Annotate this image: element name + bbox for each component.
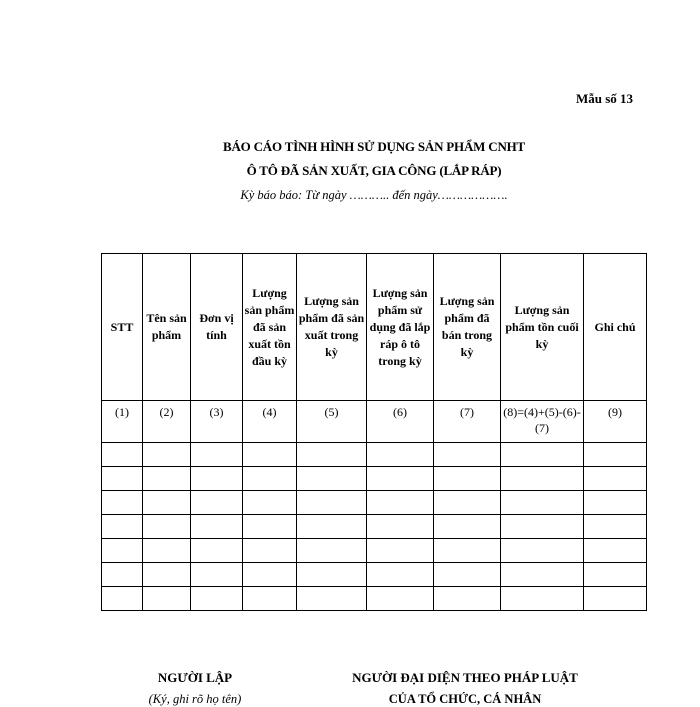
table-cell[interactable] [297,539,367,563]
header-cell: Lượng sản phẩm tồn cuối kỳ [501,254,584,401]
header-row [102,254,647,401]
table-cell[interactable] [243,491,297,515]
legal-representative-title: NGƯỜI ĐẠI DIỆN THEO PHÁP LUẬT [352,670,578,685]
table-cell[interactable] [367,563,434,587]
column-number: (5) [297,401,367,443]
table-cell[interactable] [434,467,501,491]
table-cell[interactable] [434,491,501,515]
table-cell[interactable] [243,515,297,539]
column-number: (4) [243,401,297,443]
table-cell[interactable] [297,467,367,491]
table-cell[interactable] [434,563,501,587]
table-cell[interactable] [584,587,647,611]
table-cell[interactable] [191,491,243,515]
column-number: (7) [434,401,501,443]
header-cell: Lượng sản phẩm đã sản xuất tồn đầu kỳ [243,254,297,401]
table-cell[interactable] [501,539,584,563]
table-cell[interactable] [367,443,434,467]
table-cell[interactable] [143,563,191,587]
table-cell[interactable] [584,491,647,515]
table-row [102,587,647,611]
header-cell: STT [102,254,143,401]
table-cell[interactable] [102,515,143,539]
table-cell[interactable] [143,443,191,467]
table-cell[interactable] [143,491,191,515]
table-cell[interactable] [297,491,367,515]
table-cell[interactable] [501,563,584,587]
table-cell[interactable] [243,443,297,467]
table-row [102,467,647,491]
header-cell: Lượng sản phẩm đã sản xuất trong kỳ [297,254,367,401]
column-number: (9) [584,401,647,443]
table-cell[interactable] [143,587,191,611]
table-cell[interactable] [501,587,584,611]
header-cell: Lượng sản phẩm sử dụng đã lắp ráp ô tô trong kỳ [367,254,434,401]
table-cell[interactable] [584,515,647,539]
column-number: (1) [102,401,143,443]
table-cell[interactable] [243,587,297,611]
table-cell[interactable] [434,443,501,467]
table-cell[interactable] [102,563,143,587]
table-cell[interactable] [102,539,143,563]
table-cell[interactable] [584,467,647,491]
preparer-title: NGƯỜI LẬP [157,670,233,685]
table-cell[interactable] [143,515,191,539]
report-title-line-2: Ô TÔ ĐÃ SẢN XUẤT, GIA CÔNG (LẮP RÁP) [246,163,502,178]
column-number-row [102,401,647,443]
table-cell[interactable] [243,563,297,587]
table-cell[interactable] [297,443,367,467]
table-cell[interactable] [434,587,501,611]
header-cell: Ghi chú [584,254,647,401]
header-cell: Đơn vị tính [191,254,243,401]
table-cell[interactable] [102,443,143,467]
column-number: (3) [191,401,243,443]
table-cell[interactable] [501,491,584,515]
table-row [102,563,647,587]
table-cell[interactable] [191,467,243,491]
table-cell[interactable] [243,467,297,491]
report-table [101,253,647,611]
preparer-signature-note: (Ký, ghi rõ họ tên) [148,692,242,706]
table-cell[interactable] [191,443,243,467]
column-number: (6) [367,401,434,443]
table-cell[interactable] [102,587,143,611]
table-row [102,515,647,539]
table-cell[interactable] [191,515,243,539]
table-cell[interactable] [102,491,143,515]
table-cell[interactable] [297,515,367,539]
form-number: Mẫu số 13 [575,91,633,106]
column-number: (2) [143,401,191,443]
table-cell[interactable] [191,587,243,611]
table-cell[interactable] [367,467,434,491]
table-cell[interactable] [584,539,647,563]
reporting-period: Kỳ báo báo: Từ ngày ……….. đến ngày………………. [240,188,508,202]
table-row [102,443,647,467]
legal-representative-subtitle: CỦA TỔ CHỨC, CÁ NHÂN [388,692,542,706]
column-number: (8)=(4)+(5)-(6)-(7) [501,401,584,443]
table-cell[interactable] [243,539,297,563]
header-cell: Lượng sản phẩm đã bán trong kỳ [434,254,501,401]
table-cell[interactable] [367,539,434,563]
table-cell[interactable] [367,587,434,611]
table-cell[interactable] [191,539,243,563]
report-title-line-1: BÁO CÁO TÌNH HÌNH SỬ DỤNG SẢN PHẨM CNHT [222,139,526,154]
table-cell[interactable] [191,563,243,587]
table-cell[interactable] [434,515,501,539]
table-cell[interactable] [367,515,434,539]
table-cell[interactable] [143,539,191,563]
table-cell[interactable] [584,563,647,587]
table-cell[interactable] [501,467,584,491]
table-row [102,539,647,563]
table-cell[interactable] [434,539,501,563]
table-row [102,491,647,515]
table-cell[interactable] [143,467,191,491]
table-cell[interactable] [297,563,367,587]
table-cell[interactable] [297,587,367,611]
table-cell[interactable] [501,515,584,539]
header-cell: Tên sản phẩm [143,254,191,401]
table-cell[interactable] [584,443,647,467]
table-cell[interactable] [102,467,143,491]
table-cell[interactable] [367,491,434,515]
table-cell[interactable] [501,443,584,467]
